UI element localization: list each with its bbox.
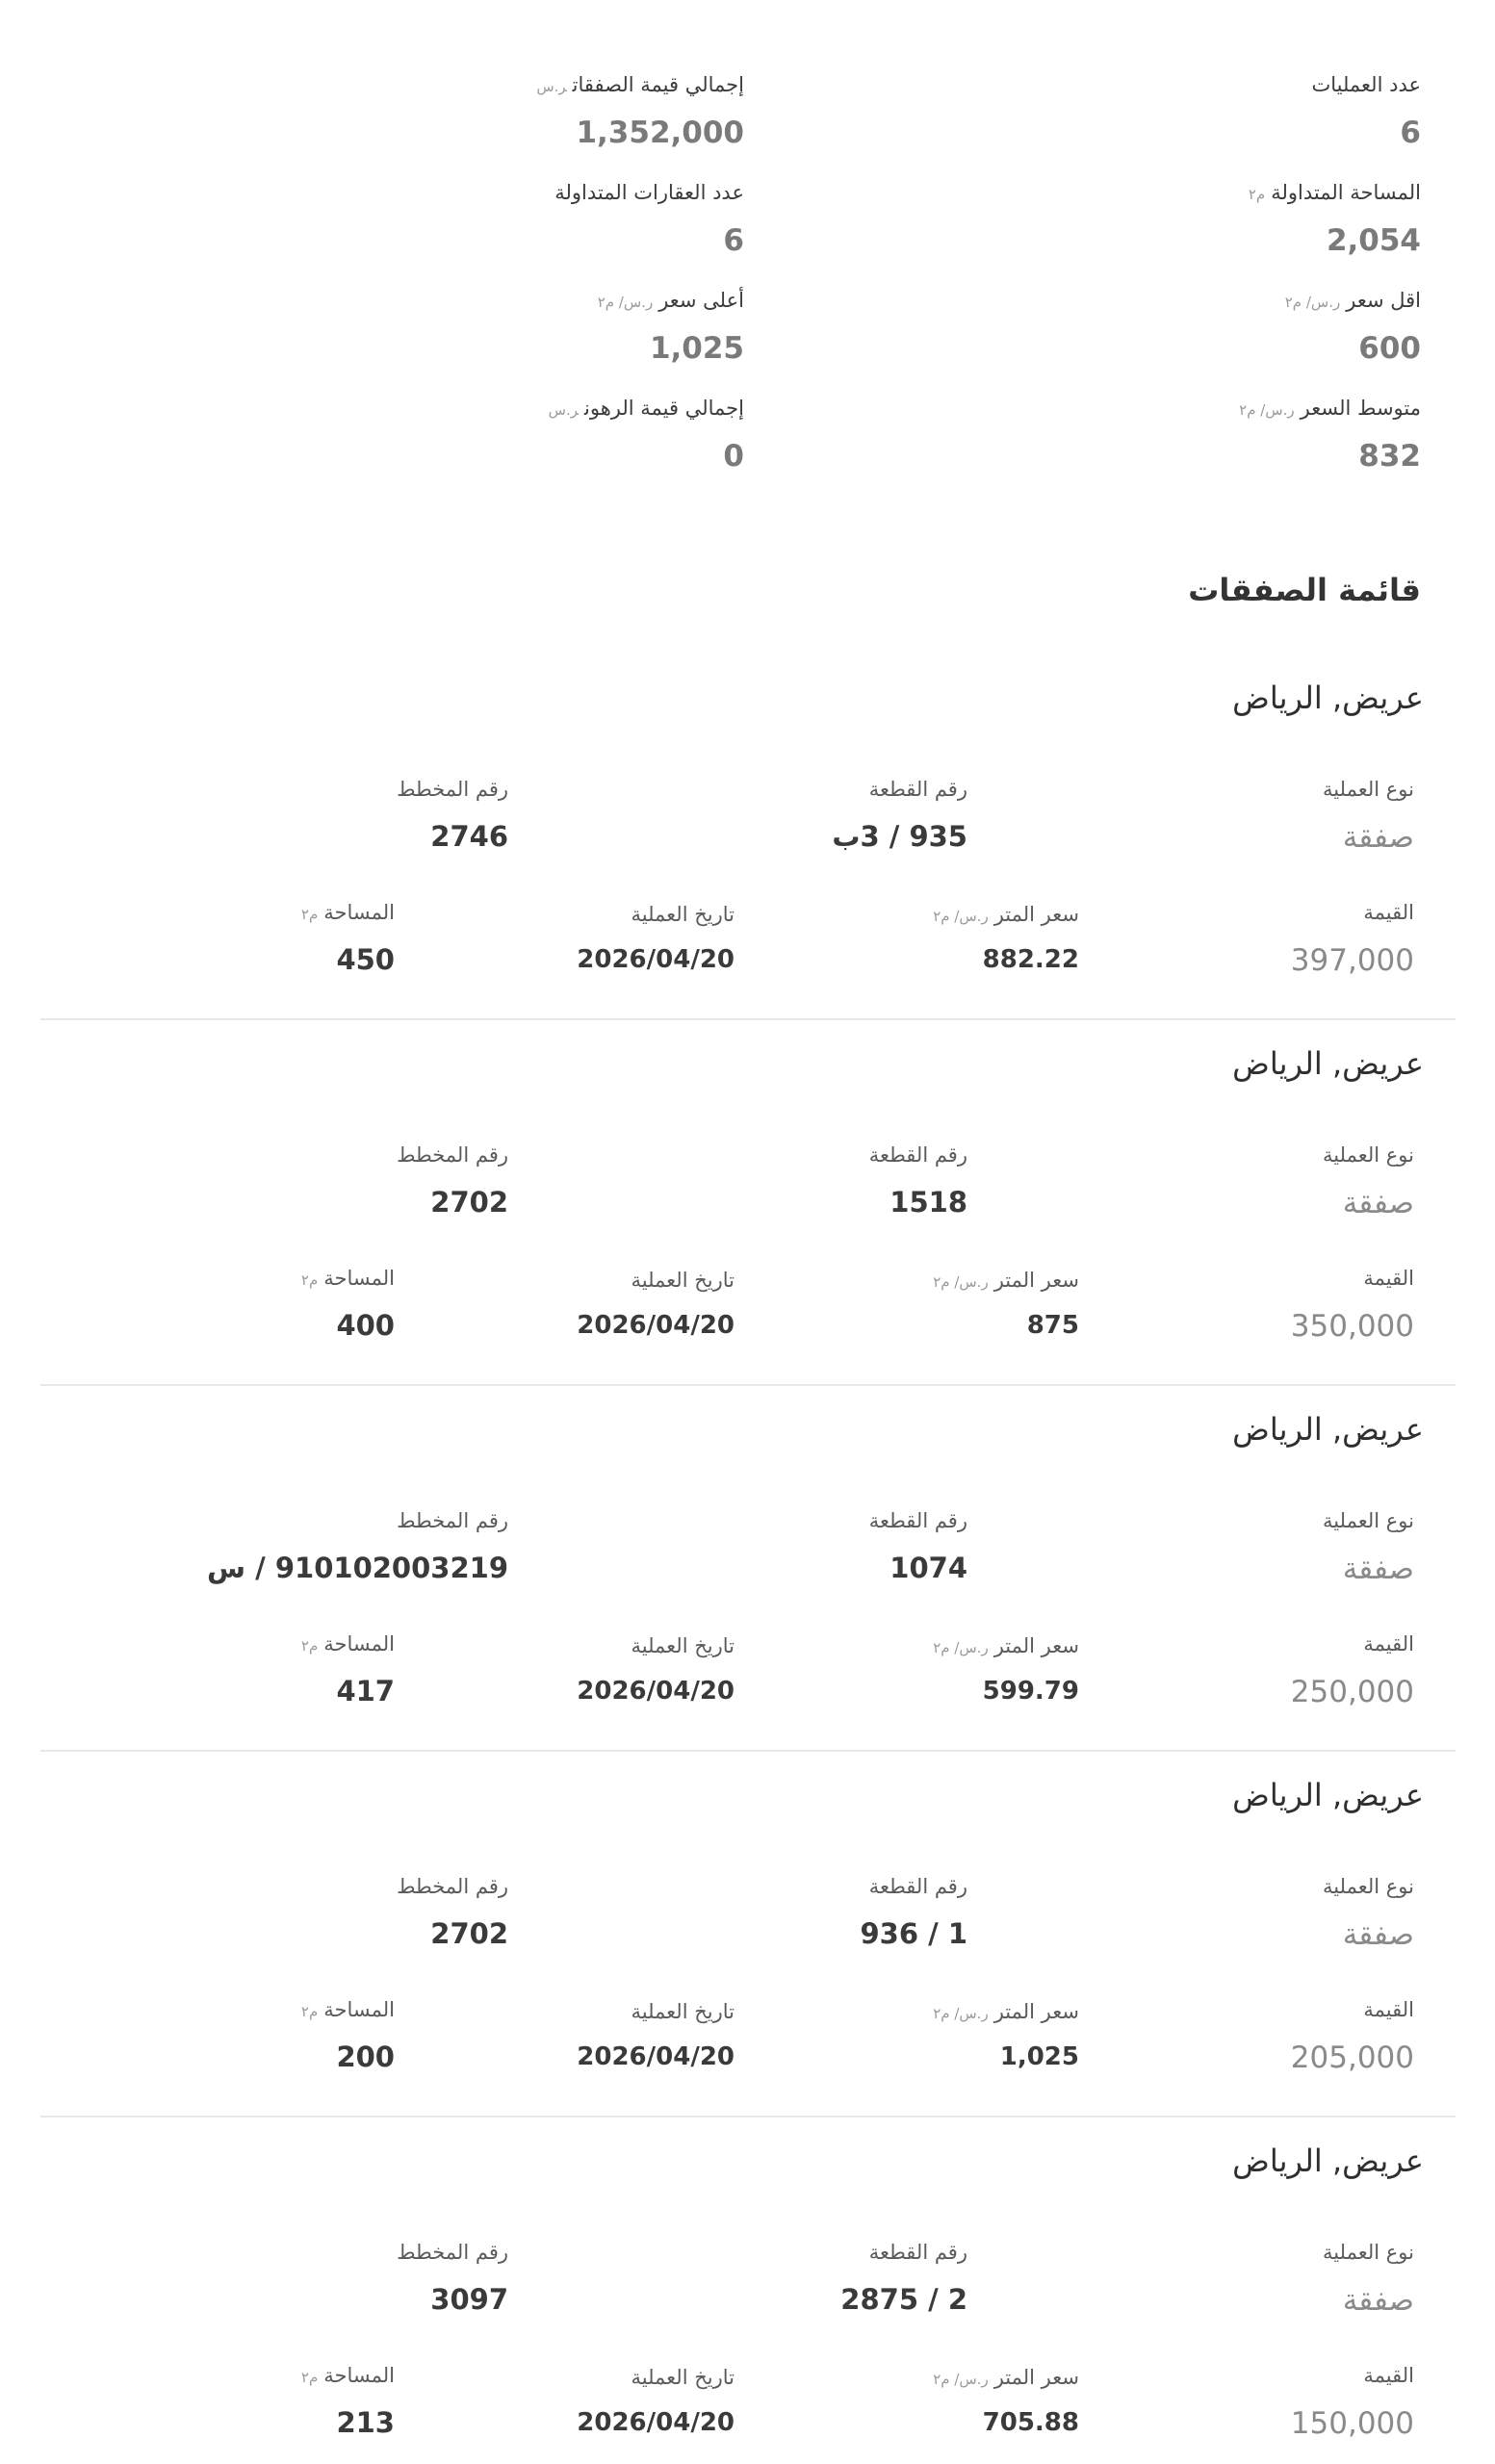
props-label: عدد العقارات المتداولة (554, 181, 744, 204)
date-label: تاريخ العملية (631, 2000, 735, 2023)
unit-label: م٢ (300, 1637, 319, 1655)
deal-location: عريض, الرياض (1232, 1411, 1424, 1448)
deal-value: 205,000 (1290, 2040, 1414, 2075)
mortgage-value: 0 (723, 439, 744, 474)
deal-location: عريض, الرياض (1232, 1045, 1424, 1082)
type-label: نوع العملية (1323, 1509, 1414, 1532)
divider (40, 1018, 1456, 1020)
avg-price-label: متوسط السعرر.س/ م٢ (1239, 397, 1421, 420)
date-label: تاريخ العملية (631, 1634, 735, 1657)
area-label: المساحةم٢ (300, 1267, 395, 1290)
area-label: المساحةم٢ (300, 2364, 395, 2387)
parcel-label: رقم القطعة (868, 1143, 967, 1167)
parcel-value: 1 / 936 (860, 1917, 967, 1950)
area-label: المساحة المتداولةم٢ (1248, 181, 1421, 204)
date-label: تاريخ العملية (631, 1269, 735, 1292)
price-label: سعر المترر.س/ م٢ (933, 2000, 1079, 2023)
date-value: 2026/04/20 (577, 1311, 735, 1340)
date-label: تاريخ العملية (631, 2366, 735, 2389)
unit-label: م٢ (300, 1271, 319, 1289)
price-value: 599.79 (982, 1677, 1079, 1706)
area-value: 200 (336, 2040, 395, 2073)
area-value: 213 (336, 2406, 395, 2439)
plan-label: رقم المخطط (397, 778, 508, 801)
unit-label: م٢ (300, 2369, 319, 2386)
deal-value: 350,000 (1290, 1309, 1414, 1344)
unit-label: ر.س/ م٢ (933, 1639, 989, 1656)
plan-value: 2746 (430, 820, 508, 853)
type-label: نوع العملية (1323, 778, 1414, 801)
max-price-label: أعلى سعرر.س/ م٢ (597, 289, 744, 312)
value-label: القيمة (1363, 2364, 1414, 2387)
value-label: القيمة (1363, 1267, 1414, 1290)
op-count-value: 6 (1400, 116, 1421, 150)
value-label: القيمة (1363, 1998, 1414, 2021)
type-label: نوع العملية (1323, 1875, 1414, 1898)
price-value: 705.88 (982, 2408, 1079, 2437)
area-unit: م٢ (1248, 186, 1266, 203)
plan-label: رقم المخطط (397, 2241, 508, 2264)
date-value: 2026/04/20 (577, 2042, 735, 2071)
deal-location: عريض, الرياض (1232, 1777, 1424, 1813)
avg-price-value: 832 (1358, 439, 1421, 474)
deal-value: 250,000 (1290, 1675, 1414, 1709)
currency-unit: ر.س (548, 401, 580, 419)
divider (40, 1384, 1456, 1386)
parcel-value: 1074 (889, 1552, 967, 1584)
deal-location: عريض, الرياض (1232, 2143, 1424, 2179)
area-value: 450 (336, 943, 395, 976)
area-value: 2,054 (1326, 223, 1421, 258)
props-value: 6 (723, 223, 744, 258)
value-label: القيمة (1363, 1632, 1414, 1656)
deal-location: عريض, الرياض (1232, 680, 1424, 716)
price-label: سعر المترر.س/ م٢ (933, 903, 1079, 926)
parcel-label: رقم القطعة (868, 1509, 967, 1532)
plan-value: 2702 (430, 1917, 508, 1950)
mortgage-label: إجمالي قيمة الرهونر.س (548, 397, 744, 420)
unit-label: ر.س/ م٢ (933, 908, 989, 925)
price-unit: ر.س/ م٢ (1284, 294, 1341, 311)
price-label: سعر المترر.س/ م٢ (933, 1269, 1079, 1292)
type-value: صفقة (1342, 1917, 1414, 1952)
area-label: المساحةم٢ (300, 1632, 395, 1656)
type-value: صفقة (1342, 1552, 1414, 1586)
total-value-value: 1,352,000 (576, 116, 744, 150)
plan-label: رقم المخطط (397, 1143, 508, 1167)
price-value: 1,025 (999, 2042, 1079, 2071)
parcel-value: 935 / 3ب (832, 820, 967, 853)
deal-value: 397,000 (1290, 943, 1414, 978)
currency-unit: ر.س (536, 78, 567, 95)
divider (40, 1750, 1456, 1752)
plan-value: 3097 (430, 2283, 508, 2316)
unit-label: ر.س/ م٢ (933, 2371, 989, 2388)
date-label: تاريخ العملية (631, 903, 735, 926)
deal-value: 150,000 (1290, 2406, 1414, 2441)
plan-label: رقم المخطط (397, 1509, 508, 1532)
parcel-value: 2 / 2875 (840, 2283, 967, 2316)
plan-value: 2702 (430, 1186, 508, 1219)
unit-label: م٢ (300, 2003, 319, 2020)
parcel-label: رقم القطعة (868, 2241, 967, 2264)
plan-value: 910102003219 / س (207, 1552, 508, 1584)
value-label: القيمة (1363, 901, 1414, 924)
type-value: صفقة (1342, 2283, 1414, 2318)
type-label: نوع العملية (1323, 2241, 1414, 2264)
plan-label: رقم المخطط (397, 1875, 508, 1898)
date-value: 2026/04/20 (577, 1677, 735, 1706)
min-price-label: اقل سعرر.س/ م٢ (1284, 289, 1421, 312)
date-value: 2026/04/20 (577, 945, 735, 974)
total-value-label: إجمالي قيمة الصفقاتر.س (536, 73, 744, 96)
parcel-value: 1518 (889, 1186, 967, 1219)
price-unit: ر.س/ م٢ (597, 294, 654, 311)
type-value: صفقة (1342, 1186, 1414, 1220)
deals-list-title: قائمة الصفقات (1188, 572, 1421, 608)
area-label: المساحةم٢ (300, 1998, 395, 2021)
unit-label: ر.س/ م٢ (933, 2005, 989, 2022)
min-price-value: 600 (1358, 331, 1421, 366)
unit-label: ر.س/ م٢ (933, 1273, 989, 1291)
area-value: 417 (336, 1675, 395, 1707)
type-label: نوع العملية (1323, 1143, 1414, 1167)
area-label: المساحةم٢ (300, 901, 395, 924)
parcel-label: رقم القطعة (868, 778, 967, 801)
area-value: 400 (336, 1309, 395, 1342)
price-value: 882.22 (982, 945, 1079, 974)
parcel-label: رقم القطعة (868, 1875, 967, 1898)
date-value: 2026/04/20 (577, 2408, 735, 2437)
divider (40, 2116, 1456, 2118)
price-unit: ر.س/ م٢ (1239, 401, 1295, 419)
unit-label: م٢ (300, 906, 319, 923)
price-value: 875 (1026, 1311, 1079, 1340)
price-label: سعر المترر.س/ م٢ (933, 2366, 1079, 2389)
price-label: سعر المترر.س/ م٢ (933, 1634, 1079, 1657)
max-price-value: 1,025 (649, 331, 744, 366)
op-count-label: عدد العمليات (1311, 73, 1421, 96)
type-value: صفقة (1342, 820, 1414, 855)
